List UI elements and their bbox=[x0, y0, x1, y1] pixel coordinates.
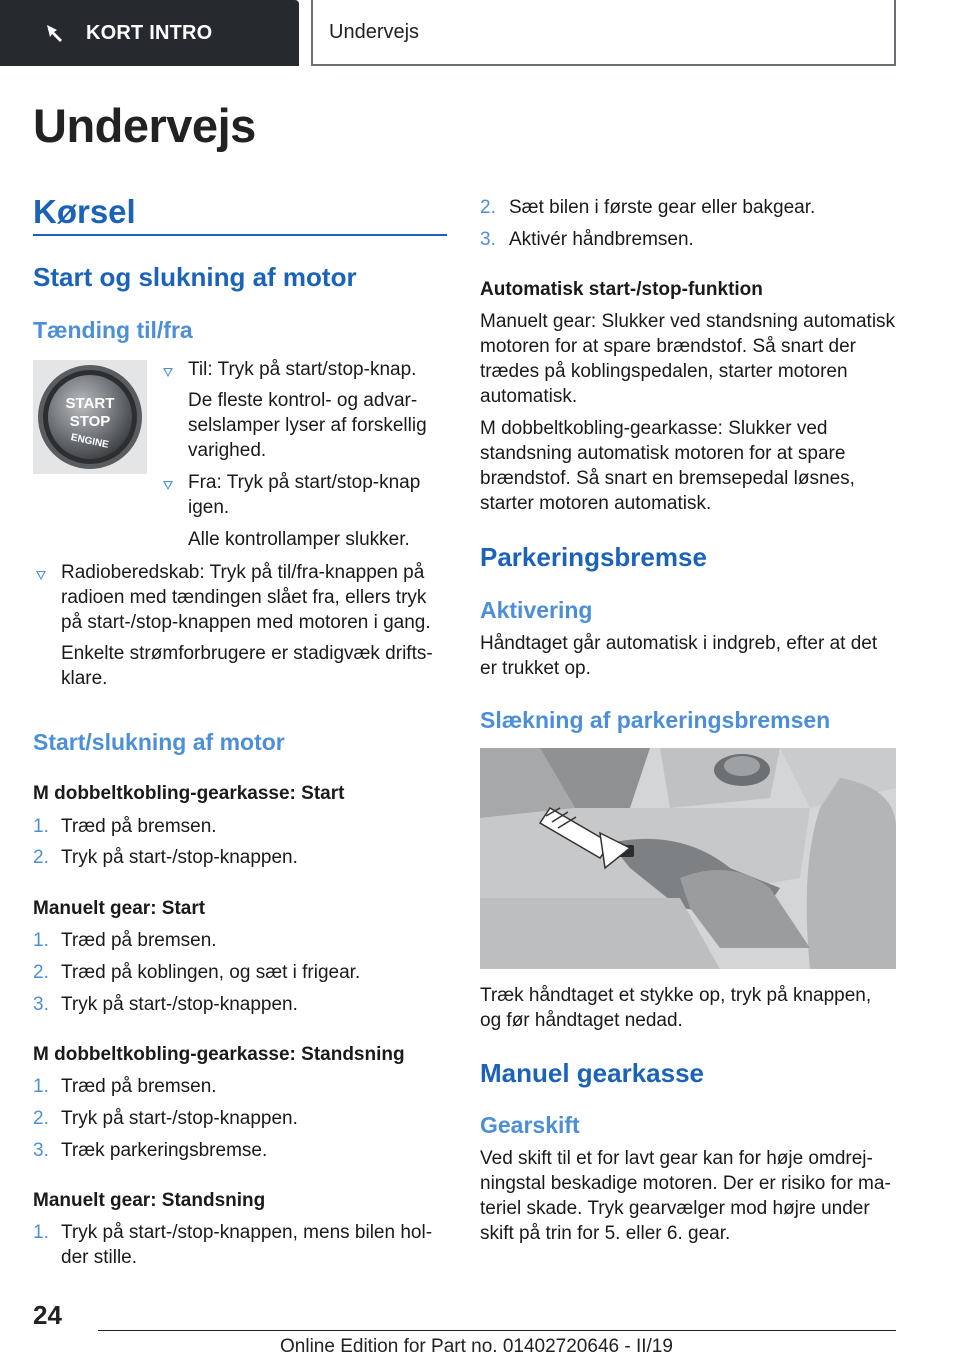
heading-parkeringsbremse: Parkeringsbremse bbox=[480, 542, 707, 572]
step-text: Træd på koblingen, og sæt i frigear. bbox=[61, 962, 361, 983]
step-text: Træd på bremsen. bbox=[61, 816, 217, 837]
ignition-on-extra-1: De fleste kontrol- og advar- bbox=[188, 390, 418, 411]
heading-korsel: Kørsel bbox=[33, 193, 136, 230]
step-text: Aktivér håndbremsen. bbox=[509, 229, 694, 250]
shift-line: teriel skade. Tryk gearvælger mod højre under bbox=[480, 1198, 870, 1219]
step-number: 1. bbox=[33, 1222, 49, 1243]
footer-rule bbox=[98, 1330, 896, 1331]
ignition-on-text: Til: Tryk på start/stop-knap. bbox=[188, 359, 417, 380]
shift-line: skift på trin for 5. eller 6. gear. bbox=[480, 1223, 731, 1244]
auto-title: Automatisk start-/stop-funktion bbox=[480, 279, 763, 300]
step-number: 3. bbox=[33, 1140, 49, 1161]
activation-line: Håndtaget går automatisk i indgreb, efter at det bbox=[480, 633, 878, 654]
heading-rule bbox=[33, 234, 447, 236]
tab-label: KORT INTRO bbox=[86, 21, 213, 44]
wrench-icon bbox=[44, 22, 66, 44]
heading-start-slukning: Start og slukning af motor bbox=[33, 262, 357, 292]
heading-aktivering: Aktivering bbox=[480, 597, 593, 623]
bullet-triangle-icon bbox=[163, 481, 173, 490]
step-number: 3. bbox=[480, 229, 496, 250]
heading-start-slukning-motor: Start/slukning af motor bbox=[33, 729, 285, 755]
release-line: og før håndtaget nedad. bbox=[480, 1010, 683, 1031]
step-number: 2. bbox=[480, 197, 496, 218]
page-number: 24 bbox=[33, 1300, 62, 1330]
heading-taending: Tænding til/fra bbox=[33, 317, 193, 343]
auto-p1-line: motoren for at spare brændstof. Så snart der bbox=[480, 336, 856, 357]
step-number: 3. bbox=[33, 994, 49, 1015]
heading-gearskift: Gearskift bbox=[480, 1112, 580, 1138]
activation-line: er trukket op. bbox=[480, 658, 591, 679]
auto-p2-line: starter motoren automatisk. bbox=[480, 493, 712, 514]
group-title: M dobbeltkobling-gearkasse: Standsning bbox=[33, 1044, 405, 1065]
auto-p2-line: standsning automatisk motoren for at spare bbox=[480, 443, 846, 464]
footer-edition: Online Edition for Part no. 01402720646 - II/19 bbox=[280, 1336, 673, 1357]
page-title: Undervejs bbox=[33, 99, 256, 152]
shift-line: Ved skift til et for lavt gear kan for høje omdrej- bbox=[480, 1148, 873, 1169]
bullet-triangle-icon bbox=[163, 368, 173, 377]
auto-p2-line: M dobbeltkobling-gearkasse: Slukker ved bbox=[480, 418, 828, 439]
group-title: M dobbeltkobling-gearkasse: Start bbox=[33, 783, 345, 804]
section-label: Undervejs bbox=[329, 20, 420, 43]
heading-slaekning: Slækning af parkeringsbremsen bbox=[480, 707, 831, 733]
auto-p1-line: Manuelt gear: Slukker ved standsning automatisk bbox=[480, 311, 896, 332]
auto-p1-line: trædes på koblingspedalen, starter motoren bbox=[480, 361, 848, 382]
ignition-on-extra-2: selslamper lyser af forskellig bbox=[188, 415, 427, 436]
step-number: 2. bbox=[33, 962, 49, 983]
ignition-off-extra: Alle kontrollamper slukker. bbox=[188, 529, 410, 550]
heading-manuel-gearkasse: Manuel gearkasse bbox=[480, 1058, 705, 1088]
step-text-cont: der stille. bbox=[61, 1247, 138, 1268]
step-number: 1. bbox=[33, 930, 49, 951]
step-number: 1. bbox=[33, 816, 49, 837]
radio-text-1: Radioberedskab: Tryk på til/fra-knappen på bbox=[61, 562, 425, 583]
step-number: 1. bbox=[33, 1076, 49, 1097]
group-title: Manuelt gear: Start bbox=[33, 898, 206, 919]
section-tab[interactable] bbox=[311, 0, 896, 66]
handbrake-console-image bbox=[480, 748, 896, 969]
ignition-off-text-2: igen. bbox=[188, 497, 230, 518]
ignition-on-extra-3: varighed. bbox=[188, 440, 267, 461]
auto-p2-line: brændstof. Så snart en bremsepedal løsnes, bbox=[480, 468, 855, 489]
button-text-start: START bbox=[65, 395, 115, 412]
step-text: Tryk på start-/stop-knappen. bbox=[61, 1108, 298, 1129]
step-text: Tryk på start-/stop-knappen. bbox=[61, 994, 298, 1015]
start-stop-button-image bbox=[33, 360, 147, 474]
radio-extra-2: klare. bbox=[61, 668, 108, 689]
radio-text-3: på start-/stop-knappen med motoren i gang. bbox=[61, 612, 431, 633]
radio-extra-1: Enkelte strømforbrugere er stadigvæk drifts- bbox=[61, 643, 433, 664]
ignition-off-text-1: Fra: Tryk på start/stop-knap bbox=[188, 472, 421, 493]
tab-kort-intro[interactable] bbox=[0, 0, 299, 66]
release-line: Træk håndtaget et stykke op, tryk på knappen, bbox=[480, 985, 872, 1006]
shift-line: ningstal beskadige motoren. Der er risiko for ma- bbox=[480, 1173, 891, 1194]
step-number: 2. bbox=[33, 847, 49, 868]
group-title: Manuelt gear: Standsning bbox=[33, 1190, 266, 1211]
button-text-stop: STOP bbox=[69, 413, 111, 430]
step-text: Træd på bremsen. bbox=[61, 1076, 217, 1097]
step-text: Sæt bilen i første gear eller bakgear. bbox=[509, 197, 816, 218]
step-text: Tryk på start-/stop-knappen. bbox=[61, 847, 298, 868]
bullet-triangle-icon bbox=[36, 571, 46, 580]
radio-text-2: radioen med tændingen slået fra, ellers tryk bbox=[61, 587, 427, 608]
step-text: Træd på bremsen. bbox=[61, 930, 217, 951]
step-number: 2. bbox=[33, 1108, 49, 1129]
step-text: Tryk på start-/stop-knappen, mens bilen hol- bbox=[61, 1222, 433, 1243]
step-text: Træk parkeringsbremse. bbox=[61, 1140, 268, 1161]
auto-p1-line: automatisk. bbox=[480, 386, 578, 407]
button-text-engine: ENGINE bbox=[69, 432, 110, 451]
